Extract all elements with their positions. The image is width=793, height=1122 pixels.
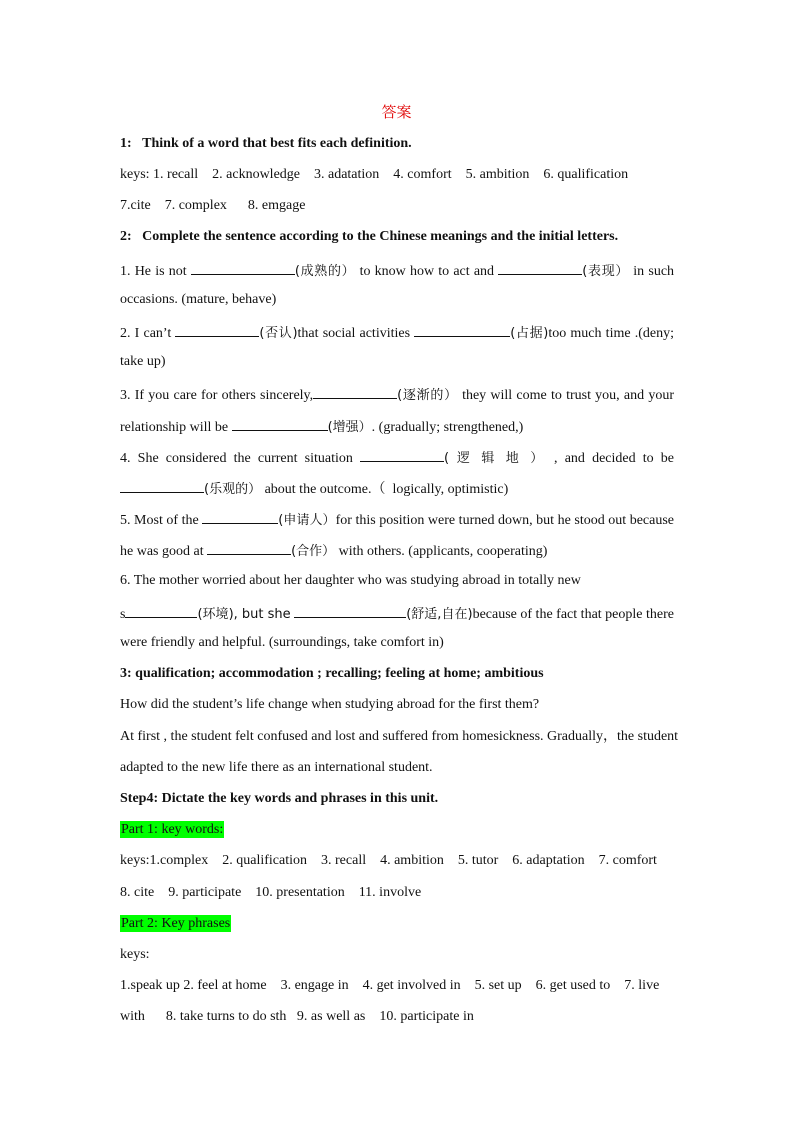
page-title: 答案: [381, 103, 412, 121]
part1-highlight: Part 1: key words:: [121, 822, 224, 837]
q2-text-b: that social activities: [297, 326, 411, 341]
answer-blank: [125, 603, 197, 618]
section2-heading: 2: Complete the sentence according to the Chinese meanings and the initial letters.: [120, 229, 619, 244]
q2-hint-b: (占据): [510, 326, 549, 341]
answer-blank: [191, 260, 295, 275]
question5-line2: [120, 540, 674, 561]
q3-text-a: 3. If you care for others sincerely,: [120, 388, 314, 403]
q2-hint-a: (否认): [259, 326, 298, 341]
part2-phrases-line1: 1.speak up 2. feel at home 3. engage in 4. get involved in 5. set up 6. get used to 7. live: [120, 978, 660, 993]
question3-line2: [120, 416, 674, 437]
section1-heading: 1: Think of a word that best fits each definition.: [120, 136, 412, 151]
q5-text-b: for this position were turned down, but he stood out because: [335, 513, 674, 528]
q5-hint-b: (合作）: [291, 544, 336, 559]
answer-blank: [498, 260, 582, 275]
part1-keys-line2: 8. cite 9. participate 10. presentation 11. involve: [120, 885, 422, 900]
answer-blank: [294, 603, 406, 618]
question4-line1: [120, 447, 674, 468]
answer-blank: [202, 509, 278, 524]
question1-line1: [120, 260, 674, 281]
q3-text-d: . (gradually; strengthened,): [371, 420, 524, 435]
question5-line1: [120, 509, 674, 530]
section3-heading: 3: qualification; accommodation ; recalling; feeling at home; ambitious: [120, 666, 544, 681]
q2-text-c: too much time .(deny;: [548, 326, 674, 341]
answer-blank: [120, 478, 204, 493]
answer-blank: [313, 384, 397, 399]
step4-heading: Step4: Dictate the key words and phrases in this unit.: [120, 791, 439, 806]
question6-line2: [120, 603, 674, 624]
section1-keys-line2: 7.cite 7. complex 8. emgage: [120, 198, 306, 213]
question3-line1: [120, 384, 674, 405]
q4-text-b: , and decided to be: [554, 451, 675, 466]
q4-text-c: about the outcome.（ logically, optimistic): [264, 482, 509, 497]
question4-line2: [120, 478, 674, 499]
question2-line2: take up): [120, 354, 166, 369]
answer-blank: [414, 322, 510, 337]
section3-answer-line2: adapted to the new life there as an international student.: [120, 760, 433, 775]
q3-text-b: they will come to trust you, and your: [462, 388, 675, 403]
q6-hint-a: (环境), but she: [197, 607, 291, 622]
question6-line1: 6. The mother worried about her daughter who was studying abroad in totally new: [120, 573, 581, 588]
q6-text-b: because of the fact that people there: [472, 607, 674, 622]
answer-blank: [207, 540, 291, 555]
section3-answer-line1: At first , the student felt confused and lost and suffered from homesickness. Gradually，the student: [120, 729, 679, 744]
answer-blank: [175, 322, 259, 337]
q4-hint-a: ( 逻 辑 地 ）: [444, 451, 547, 466]
q5-hint-a: (申请人）: [278, 513, 336, 528]
answer-blank: [232, 416, 328, 431]
part2-label: [120, 915, 674, 933]
q5-text-c: he was good at: [120, 544, 204, 559]
q3-hint-b: (增强）: [327, 420, 372, 435]
q1-text-a: 1. He is not: [120, 264, 187, 279]
question2-line1: [120, 322, 674, 343]
question6-line3: were friendly and helpful. (surroundings, take comfort in): [120, 635, 444, 650]
q4-text-a: 4. She considered the current situation: [120, 451, 353, 466]
section1-keys-line1: keys: 1. recall 2. acknowledge 3. adatation 4. comfort 5. ambition 6. qualification: [120, 167, 629, 182]
q6-hint-b: (舒适,自在): [406, 607, 473, 622]
q3-hint-a: (逐渐的）: [397, 388, 458, 403]
q2-text-a: 2. I can’t: [120, 326, 172, 341]
q5-text-a: 5. Most of the: [120, 513, 199, 528]
q1-hint-b: (表现）: [582, 264, 630, 279]
q1-text-b: to know how to act and: [359, 264, 495, 279]
part2-phrases-line2: with 8. take turns to do sth 9. as well as 10. participate in: [120, 1009, 474, 1024]
answer-blank: [360, 447, 444, 462]
q5-text-d: with others. (applicants, cooperating): [338, 544, 548, 559]
part1-keys-line1: keys:1.complex 2. qualification 3. recall 4. ambition 5. tutor 6. adaptation 7. comfort: [120, 853, 657, 868]
part2-keys-label: keys:: [120, 947, 150, 962]
section3-question: How did the student’s life change when studying abroad for the first them?: [120, 697, 540, 712]
q3-text-c: relationship will be: [120, 420, 229, 435]
question1-line2: occasions. (mature, behave): [120, 292, 277, 307]
part1-label: [120, 821, 674, 839]
q1-hint-a: (成熟的）: [294, 264, 356, 279]
part2-highlight: Part 2: Key phrases: [121, 916, 231, 931]
q4-hint-b: (乐观的）: [204, 482, 262, 497]
q1-text-c: in such: [633, 264, 675, 279]
q6-text-a: s: [120, 607, 126, 622]
